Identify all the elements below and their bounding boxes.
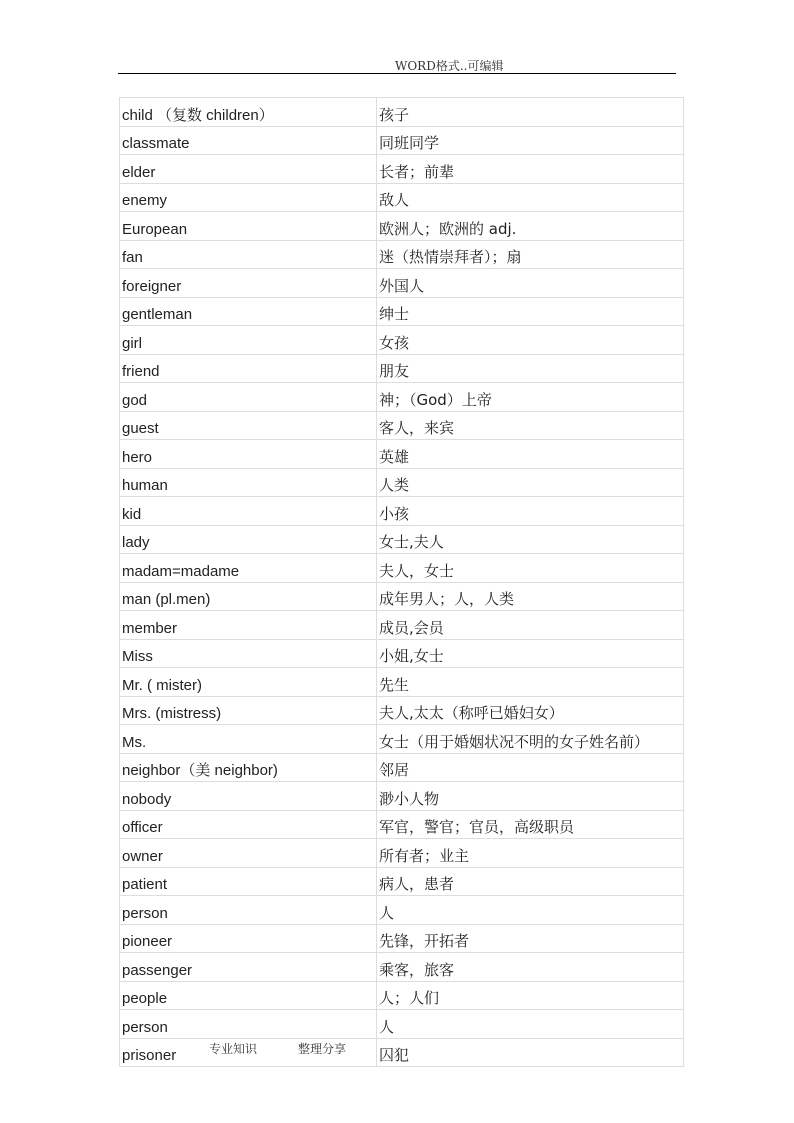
table-row [120, 212, 684, 241]
chinese-meaning-cell: 敌人 [377, 183, 684, 212]
table-row [120, 183, 684, 212]
chinese-meaning-cell: 孩子 [377, 98, 684, 127]
table-row [120, 326, 684, 355]
english-word-cell: foreigner [120, 269, 377, 298]
chinese-meaning-cell: 囚犯 [377, 1038, 684, 1067]
table-row [120, 440, 684, 469]
chinese-meaning-cell: 夫人，女士 [377, 554, 684, 583]
table-row [120, 240, 684, 269]
chinese-meaning-cell: 成年男人；人，人类 [377, 582, 684, 611]
table-row [120, 554, 684, 583]
table-row [120, 639, 684, 668]
english-word-cell: neighbor（美 neighbor) [120, 753, 377, 782]
english-word-cell: guest [120, 411, 377, 440]
table-row [120, 981, 684, 1010]
english-word-cell: prisoner [120, 1038, 377, 1067]
vocabulary-table [119, 97, 684, 1067]
chinese-meaning-cell: 夫人,太太（称呼已婚妇女） [377, 696, 684, 725]
table-row [120, 269, 684, 298]
table-row [120, 611, 684, 640]
table-row [120, 525, 684, 554]
chinese-meaning-cell: 乘客，旅客 [377, 953, 684, 982]
chinese-meaning-cell: 小孩 [377, 497, 684, 526]
chinese-meaning-cell: 外国人 [377, 269, 684, 298]
english-word-cell: Ms. [120, 725, 377, 754]
table-row [120, 924, 684, 953]
chinese-meaning-cell: 先锋，开拓者 [377, 924, 684, 953]
table-row [120, 696, 684, 725]
english-word-cell: pioneer [120, 924, 377, 953]
chinese-meaning-cell: 绅士 [377, 297, 684, 326]
chinese-meaning-cell: 邻居 [377, 753, 684, 782]
english-word-cell: officer [120, 810, 377, 839]
footer-right-text: 整理分享 [298, 1042, 347, 1056]
english-word-cell: fan [120, 240, 377, 269]
chinese-meaning-cell: 军官，警官；官员，高级职员 [377, 810, 684, 839]
vocabulary-table-body [120, 98, 684, 1067]
english-word-cell: people [120, 981, 377, 1010]
english-word-cell: man (pl.men) [120, 582, 377, 611]
english-word-cell: lady [120, 525, 377, 554]
table-row [120, 297, 684, 326]
table-row [120, 810, 684, 839]
chinese-meaning-cell: 成员,会员 [377, 611, 684, 640]
chinese-meaning-cell: 人 [377, 1010, 684, 1039]
english-word-cell: human [120, 468, 377, 497]
table-row [120, 839, 684, 868]
table-row [120, 383, 684, 412]
table-row [120, 668, 684, 697]
english-word-cell: owner [120, 839, 377, 868]
table-row [120, 98, 684, 127]
english-word-cell: patient [120, 867, 377, 896]
chinese-meaning-cell: 朋友 [377, 354, 684, 383]
footer-left-text: 专业知识 [209, 1042, 258, 1056]
english-word-cell: enemy [120, 183, 377, 212]
header-title: WORD格式..可编辑 [395, 59, 504, 73]
header-divider [118, 73, 676, 74]
english-word-cell: nobody [120, 782, 377, 811]
english-word-cell: person [120, 1010, 377, 1039]
chinese-meaning-cell: 人类 [377, 468, 684, 497]
table-row [120, 582, 684, 611]
english-word-cell: Mrs. (mistress) [120, 696, 377, 725]
chinese-meaning-cell: 女孩 [377, 326, 684, 355]
chinese-meaning-cell: 病人，患者 [377, 867, 684, 896]
table-row [120, 354, 684, 383]
english-word-cell: passenger [120, 953, 377, 982]
english-word-cell: European [120, 212, 377, 241]
chinese-meaning-cell: 神；（God）上帝 [377, 383, 684, 412]
table-row [120, 411, 684, 440]
chinese-meaning-cell: 女士（用于婚姻状况不明的女子姓名前） [377, 725, 684, 754]
english-word-cell: elder [120, 155, 377, 184]
english-word-cell: member [120, 611, 377, 640]
table-row [120, 1010, 684, 1039]
page-footer [0, 1040, 794, 1060]
table-row [120, 497, 684, 526]
table-row [120, 126, 684, 155]
english-word-cell: child （复数 children） [120, 98, 377, 127]
table-row [120, 782, 684, 811]
english-word-cell: girl [120, 326, 377, 355]
table-row [120, 468, 684, 497]
english-word-cell: Miss [120, 639, 377, 668]
chinese-meaning-cell: 先生 [377, 668, 684, 697]
chinese-meaning-cell: 小姐,女士 [377, 639, 684, 668]
table-row [120, 953, 684, 982]
table-row [120, 753, 684, 782]
english-word-cell: kid [120, 497, 377, 526]
chinese-meaning-cell: 人；人们 [377, 981, 684, 1010]
chinese-meaning-cell: 渺小人物 [377, 782, 684, 811]
table-row [120, 155, 684, 184]
english-word-cell: madam=madame [120, 554, 377, 583]
english-word-cell: friend [120, 354, 377, 383]
chinese-meaning-cell: 欧洲人；欧洲的 adj. [377, 212, 684, 241]
chinese-meaning-cell: 所有者；业主 [377, 839, 684, 868]
chinese-meaning-cell: 客人，来宾 [377, 411, 684, 440]
chinese-meaning-cell: 同班同学 [377, 126, 684, 155]
chinese-meaning-cell: 人 [377, 896, 684, 925]
chinese-meaning-cell: 长者；前辈 [377, 155, 684, 184]
english-word-cell: gentleman [120, 297, 377, 326]
english-word-cell: classmate [120, 126, 377, 155]
english-word-cell: god [120, 383, 377, 412]
chinese-meaning-cell: 英雄 [377, 440, 684, 469]
table-row [120, 896, 684, 925]
english-word-cell: hero [120, 440, 377, 469]
chinese-meaning-cell: 迷（热情崇拜者）；扇 [377, 240, 684, 269]
english-word-cell: person [120, 896, 377, 925]
table-row [120, 867, 684, 896]
table-row [120, 725, 684, 754]
english-word-cell: Mr. ( mister) [120, 668, 377, 697]
page-header [0, 56, 794, 76]
chinese-meaning-cell: 女士,夫人 [377, 525, 684, 554]
